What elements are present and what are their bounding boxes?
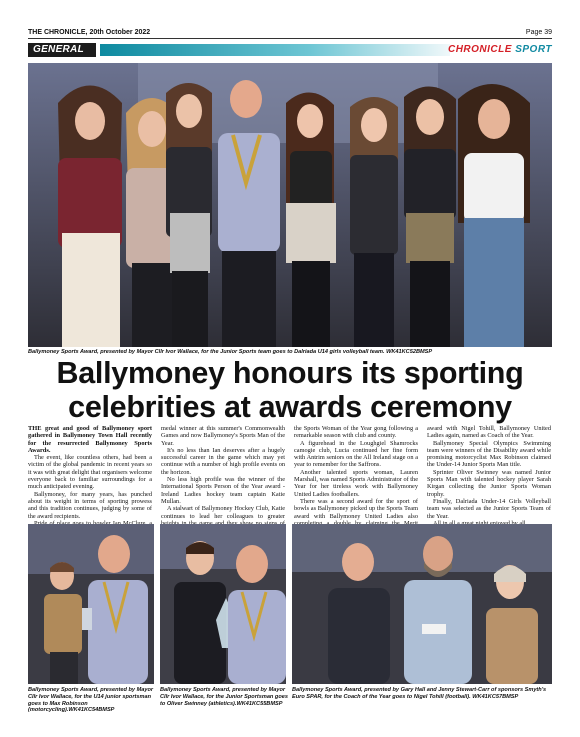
article-lead: THE great and good of Ballymoney sport gathered in Ballymoney Town Hall recently for the resurrected Ballymoney Sports Awards. — [28, 425, 152, 454]
header-rule — [28, 38, 552, 39]
chronicle-sport-logo — [448, 43, 552, 57]
award-photo-illustration — [292, 524, 552, 684]
photo-oliver-swinney — [160, 524, 286, 684]
article-headline — [28, 356, 552, 424]
article-column-1 — [28, 425, 152, 534]
section-banner — [28, 43, 552, 57]
article-paragraph: Another talented sports woman, Lauren Marshall, was named Sports Administrator of the Year for her tireless work with Ballymoney United Ladies footballers. — [294, 468, 418, 498]
section-color-bar — [100, 44, 450, 56]
article-paragraph: Ballymoney Special Olympics Swimming team were winners of the Disability award while promising motorcyclist Max Robinson claimed the Under-14 Junior Sports Man title. — [427, 439, 551, 469]
article-paragraph: award with Nigel Tohill, Ballymoney United Ladies again, named as Coach of the Year. — [427, 425, 551, 440]
publication-date: THE CHRONICLE, 20th October 2022 — [28, 29, 151, 36]
article-paragraph: A figurehead in the Loughgiel Shamrocks camogie club, Lucia continued her fine form with Antrim seniors on the All Ireland stage on a year to remember for the Saffrons. — [294, 439, 418, 469]
section-tag: GENERAL — [28, 43, 96, 57]
article-paragraph: Ballymoney, for many years, has punched about its weight in terms of sporting prowess and this tradition continues, judging by some of the award recipients. — [28, 490, 152, 520]
award-photo-illustration — [160, 524, 286, 684]
main-photo-caption: Ballymoney Sports Award, presented by Mayor Cllr Ivor Wallace, for the Junior Sports team goes to Dalriada U14 girls volleyball team. WK41KC52BMSP — [28, 349, 433, 355]
article-paragraph: It's no less than Ian deserves after a hugely successful career in the game which may yet continue with a number of high profile events on the horizon. — [161, 446, 285, 476]
article-paragraph: Finally, Dalriada Under-14 Girls Volleyball team was selected as the Junior Sports Team of the Year. — [427, 497, 551, 520]
page-number: Page 39 — [525, 29, 552, 36]
brand-chronicle: CHRONICLE — [447, 44, 512, 55]
headline-line-1: Ballymoney honours its sporting — [56, 356, 524, 390]
article-paragraph: medal winner at this summer's Commonwealth Games and now Ballymoney's Sports Man of the Year. — [161, 425, 285, 447]
article-column-4 — [427, 425, 551, 527]
brand-sport: SPORT — [515, 44, 552, 55]
photo-caption: Ballymoney Sports Award, presented by Mayor Cllr Ivor Wallace, for the U14 junior sportsman goes to Max Robinson (motorcycling).WK41KC54BMSP — [28, 687, 154, 714]
article-paragraph: A stalwart of Ballymoney Hockey Club, Katie continues to lead her colleagues to greater — [161, 505, 285, 520]
article-paragraph: The event, like countless others, had been a victim of the global pandemic in recent years so it was with great delight that organisers welcome everyone back to familiar surroundings for a much anticipated evening. — [28, 454, 152, 491]
award-photo-illustration — [28, 524, 154, 684]
article-paragraph: There was a second award for the sport of bowls as Ballymoney picked up the Sports Team award with Ballymoney United Ladies also — [294, 497, 418, 520]
photo-nigel-tohill — [292, 524, 552, 684]
article-paragraph: the Sports Woman of the Year gong following a remarkable season with club and county. — [294, 425, 418, 440]
headline-line-2: celebrities at awards ceremony — [68, 390, 512, 424]
team-photo-illustration — [28, 63, 552, 347]
article-body — [28, 425, 552, 521]
article-paragraph: No less high profile was the winner of the International Sports Person of the Year award - Ireland Ladies hockey team captain Katie Mullan. — [161, 476, 285, 505]
photo-caption: Ballymoney Sports Award, presented by Gary Hall and Jenny Stewart-Carr of sponsors Smyth's Euro SPAR, for the Coach of the Year goes to Nigel Tohill (football). WK41KC57BMSP — [292, 687, 547, 700]
article-paragraph: Sprinter Oliver Swinney was named Junior Sports Man with talented hockey player Sarah Kirgan collecting the Junior Sports Woman trophy. — [427, 468, 551, 498]
photo-max-robinson — [28, 524, 154, 684]
main-photo — [28, 63, 552, 347]
photo-caption: Ballymoney Sports Award, presented by Mayor Cllr Ivor Wallace, for the Junior Sportsman goes to Oliver Swinney (athletics).WK41KC55BMSP — [160, 687, 288, 707]
